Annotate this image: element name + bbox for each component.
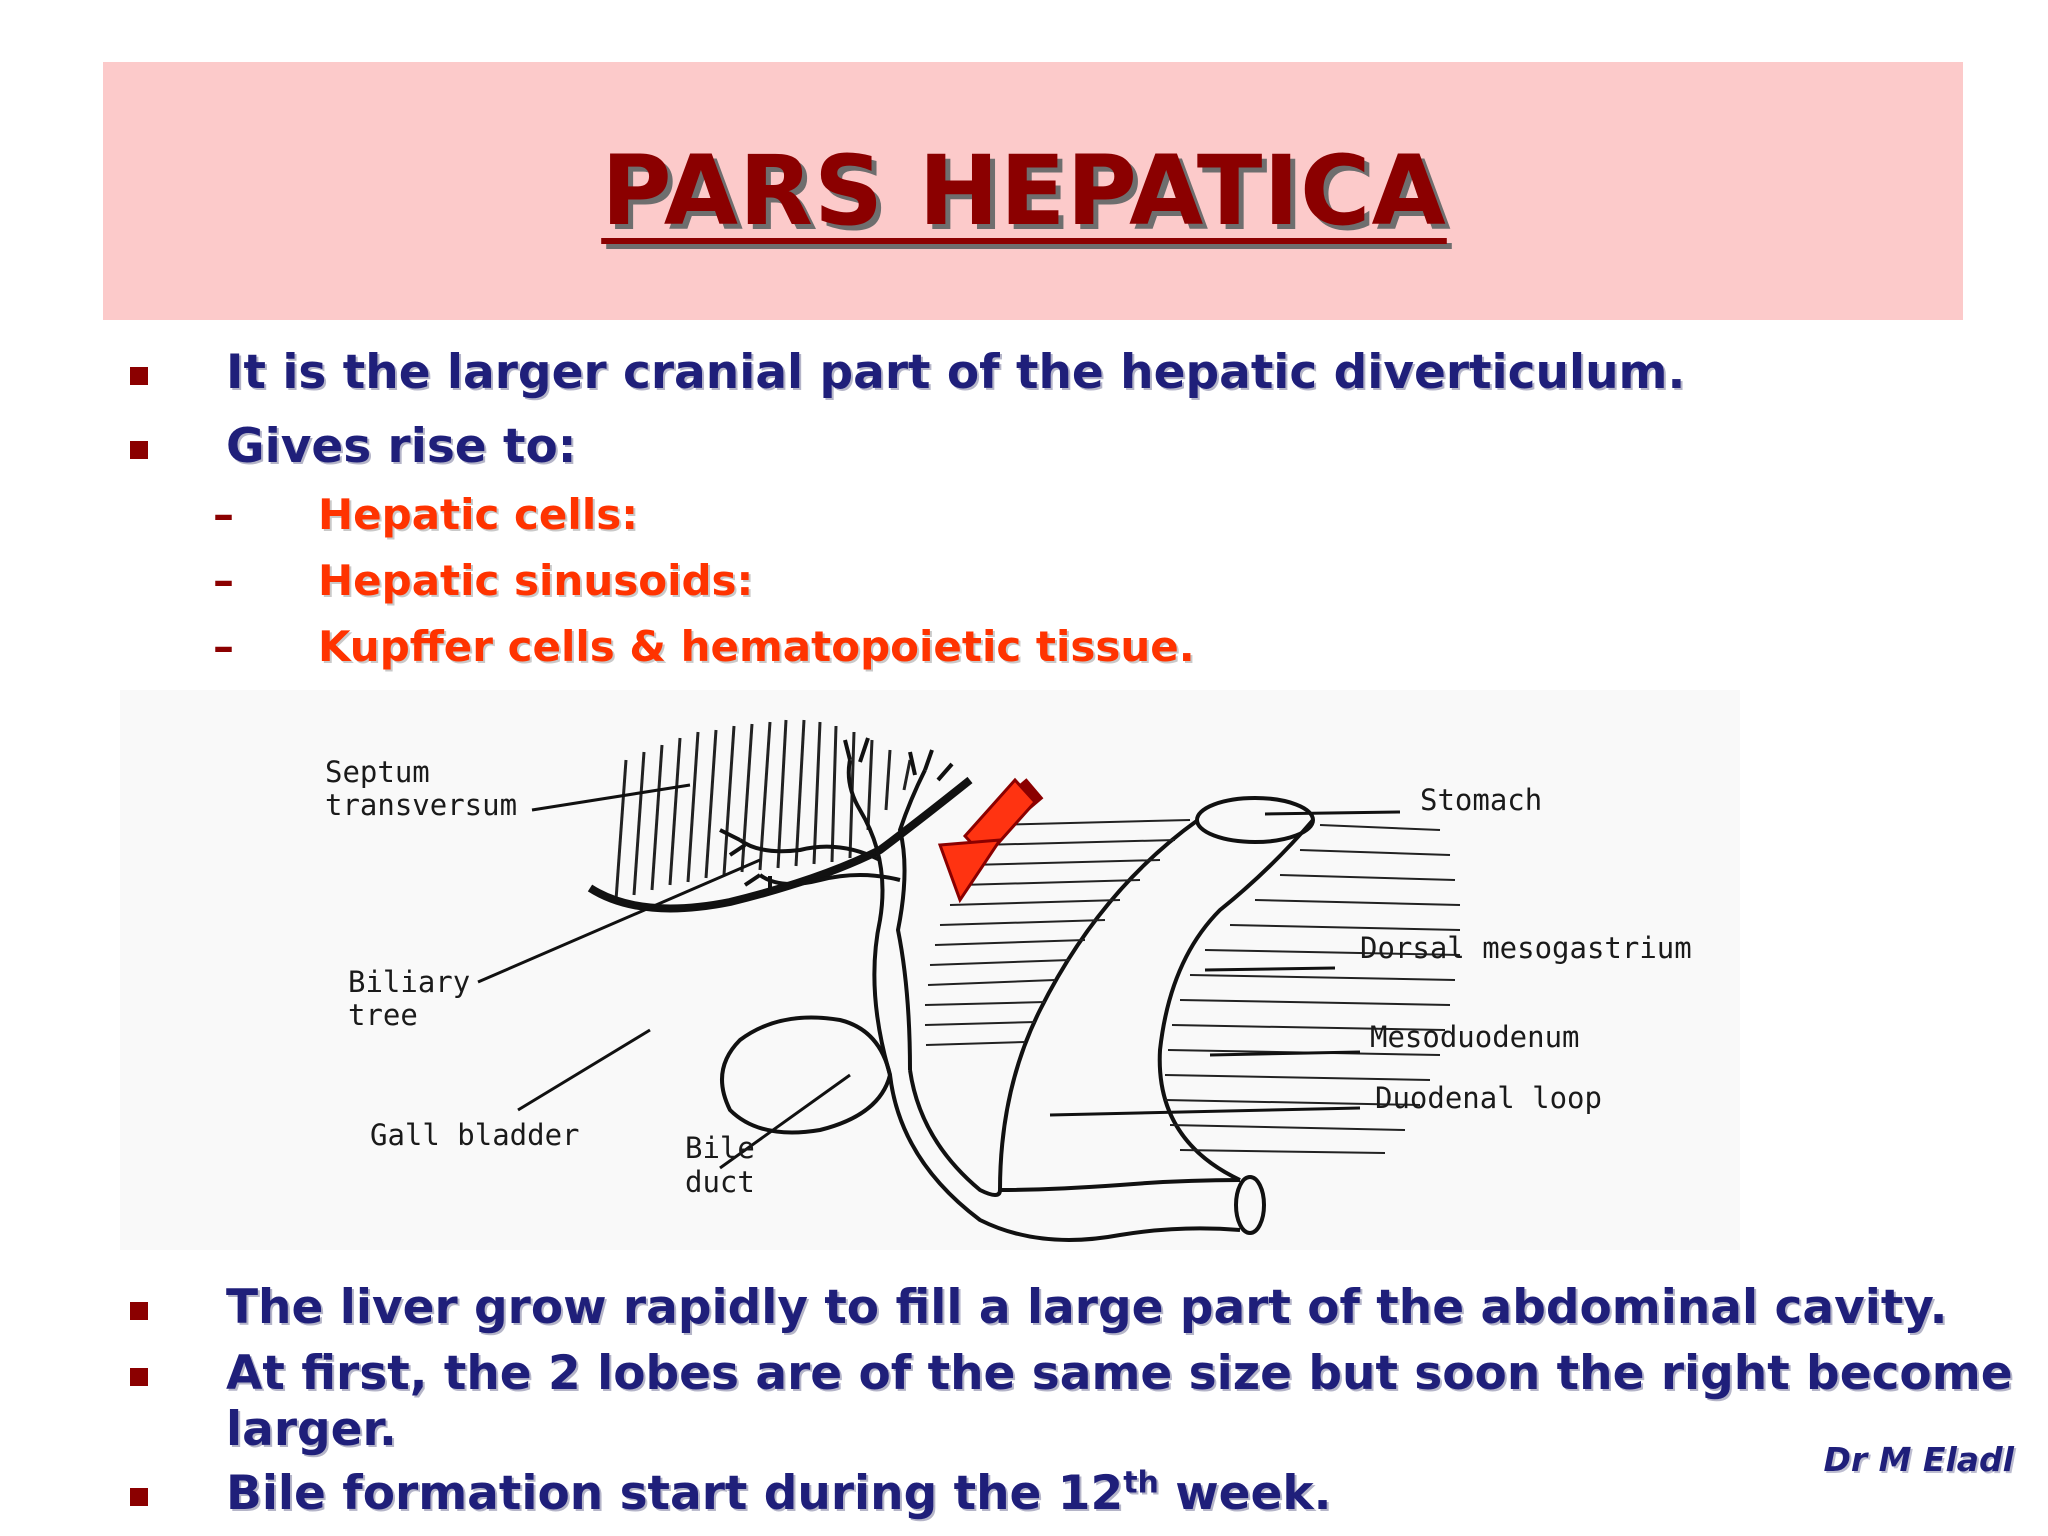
label-biliary-2: tree (348, 998, 418, 1032)
sub-item-text: Hepatic sinusoids: (318, 556, 754, 605)
label-gall-bladder: Gall bladder (370, 1118, 580, 1152)
bullet-text: Gives rise to: (226, 419, 577, 474)
bullet-text: The liver grow rapidly to fill a large part of the abdominal cavity. (226, 1280, 1948, 1335)
bullet-square-icon (130, 367, 148, 385)
label-bile-2: duct (685, 1165, 755, 1199)
sub-item-text: Hepatic cells: (318, 490, 639, 539)
author-credit: Dr M Eladl (1823, 1440, 2014, 1479)
bullet-item (226, 419, 577, 475)
label-septum-2: transversum (325, 788, 518, 822)
dash-icon: – (213, 556, 234, 605)
label-dorsal-mesogastrium: Dorsal mesogastrium (1360, 931, 1692, 965)
bullet-text-end: week. (1158, 1466, 1332, 1521)
bullet-text: Bile formation start during the 12 (226, 1466, 1124, 1521)
label-duodenal-loop: Duodenal loop (1375, 1081, 1602, 1115)
label-stomach: Stomach (1420, 783, 1543, 817)
dash-icon: – (213, 490, 234, 539)
sub-item (213, 490, 639, 540)
label-mesoduodenum: Mesoduodenum (1370, 1020, 1580, 1054)
dash-icon: – (213, 622, 234, 671)
bullet-text-line-2: larger. (226, 1402, 397, 1457)
sub-item-text: Kupffer cells & hematopoietic tissue. (318, 622, 1195, 671)
label-septum-1: Septum (325, 755, 430, 789)
bullet-text: It is the larger cranial part of the hepatic diverticulum. (226, 345, 1686, 400)
bullet-item (226, 1346, 2013, 1458)
liver-development-diagram (120, 690, 1740, 1250)
label-biliary-1: Biliary (348, 965, 471, 999)
bullet-square-icon (130, 1302, 148, 1320)
bullet-square-icon (130, 441, 148, 459)
bullet-text-line-1: At first, the 2 lobes are of the same size but soon the right become (226, 1346, 2013, 1401)
ordinal-superscript: th (1123, 1465, 1159, 1501)
bullet-item (226, 1280, 1947, 1336)
bullet-square-icon (130, 1488, 148, 1506)
bullet-square-icon (130, 1368, 148, 1386)
slide-title: PARS HEPATICA (601, 135, 1447, 247)
sub-item (213, 622, 1195, 672)
bullet-item (226, 1466, 1332, 1522)
label-bile-1: Bile (685, 1131, 755, 1165)
sub-item (213, 556, 754, 606)
bullet-item (226, 345, 1685, 401)
